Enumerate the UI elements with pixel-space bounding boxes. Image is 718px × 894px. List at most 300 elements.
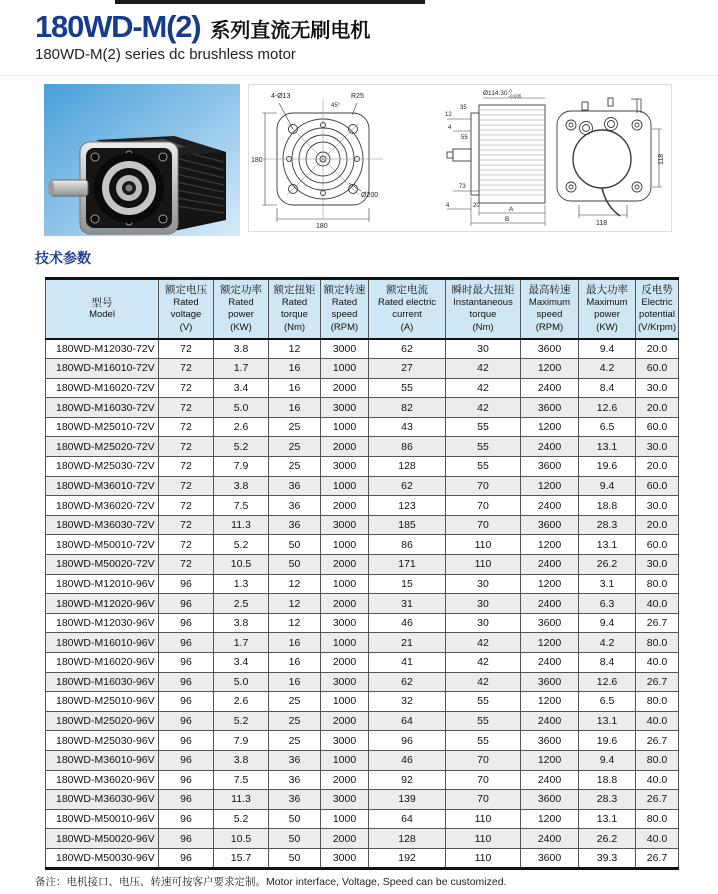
value-cell: 60.0 [636, 476, 679, 496]
value-cell: 3600 [521, 398, 579, 418]
table-row [46, 378, 679, 398]
model-cell: 180WD-M36030-96V [46, 790, 159, 810]
value-cell: 72 [159, 555, 214, 575]
dimension-drawings-svg [249, 85, 671, 231]
value-cell: 2000 [321, 378, 369, 398]
value-cell: 1200 [521, 750, 579, 770]
side-dim-35: 35 [460, 105, 467, 111]
value-cell: 110 [446, 555, 521, 575]
value-cell: 70 [446, 790, 521, 810]
model-cell: 180WD-M16010-96V [46, 633, 159, 653]
value-cell: 36 [269, 750, 321, 770]
value-cell: 12.6 [579, 398, 636, 418]
side-dim-b: B [505, 216, 510, 223]
value-cell: 30 [446, 594, 521, 614]
value-cell: 7.9 [214, 731, 269, 751]
header-row [46, 279, 679, 340]
value-cell: 5.0 [214, 398, 269, 418]
value-cell: 20.0 [636, 398, 679, 418]
value-cell: 86 [369, 437, 446, 457]
table-row [46, 457, 679, 477]
value-cell: 96 [159, 633, 214, 653]
top-crop-artifact [115, 0, 425, 4]
header-divider [0, 75, 718, 76]
value-cell: 1000 [321, 359, 369, 379]
value-cell: 6.5 [579, 417, 636, 437]
value-cell: 96 [159, 653, 214, 673]
value-cell: 11.3 [214, 790, 269, 810]
value-cell: 1200 [521, 476, 579, 496]
value-cell: 1200 [521, 535, 579, 555]
table-row [46, 476, 679, 496]
table-row [46, 633, 679, 653]
front-holes-label: 4-Ø13 [271, 93, 291, 100]
value-cell: 50 [269, 809, 321, 829]
value-cell: 64 [369, 711, 446, 731]
value-cell: 171 [369, 555, 446, 575]
value-cell: 2000 [321, 653, 369, 673]
value-cell: 25 [269, 457, 321, 477]
value-cell: 30.0 [636, 555, 679, 575]
value-cell: 26.2 [579, 829, 636, 849]
value-cell: 1000 [321, 692, 369, 712]
value-cell: 31 [369, 594, 446, 614]
value-cell: 96 [159, 750, 214, 770]
value-cell: 40.0 [636, 770, 679, 790]
value-cell: 2400 [521, 770, 579, 790]
value-cell: 8.4 [579, 653, 636, 673]
front-radius-label: R25 [351, 93, 364, 100]
value-cell: 9.4 [579, 750, 636, 770]
value-cell: 80.0 [636, 574, 679, 594]
value-cell: 55 [446, 711, 521, 731]
value-cell: 2000 [321, 711, 369, 731]
model-cell: 180WD-M12010-96V [46, 574, 159, 594]
value-cell: 42 [446, 359, 521, 379]
value-cell: 50 [269, 829, 321, 849]
value-cell: 60.0 [636, 535, 679, 555]
front-view-drawing [262, 99, 383, 222]
value-cell: 6.5 [579, 692, 636, 712]
value-cell: 41 [369, 653, 446, 673]
value-cell: 36 [269, 770, 321, 790]
value-cell: 25 [269, 437, 321, 457]
value-cell: 20.0 [636, 515, 679, 535]
value-cell: 12 [269, 594, 321, 614]
column-header: 额定电流 Rated electric current (A) [369, 279, 446, 340]
table-row [46, 594, 679, 614]
side-dim-4b: 4 [446, 203, 450, 209]
value-cell: 2400 [521, 711, 579, 731]
value-cell: 3000 [321, 398, 369, 418]
value-cell: 185 [369, 515, 446, 535]
value-cell: 2400 [521, 829, 579, 849]
value-cell: 72 [159, 476, 214, 496]
value-cell: 3000 [321, 457, 369, 477]
value-cell: 7.9 [214, 457, 269, 477]
value-cell: 5.2 [214, 809, 269, 829]
svg-text:Ø114.30 0 -0.0 [483, 88, 522, 99]
value-cell: 25 [269, 711, 321, 731]
motor-photo [44, 84, 240, 236]
value-cell: 5.2 [214, 437, 269, 457]
value-cell: 3000 [321, 339, 369, 359]
value-cell: 15 [369, 574, 446, 594]
value-cell: 15.7 [214, 848, 269, 868]
value-cell: 20.0 [636, 339, 679, 359]
value-cell: 70 [446, 515, 521, 535]
table-row [46, 653, 679, 673]
front-circle-label: Ø200 [361, 192, 379, 199]
column-header: 额定功率 Rated power (KW) [214, 279, 269, 340]
value-cell: 3600 [521, 515, 579, 535]
value-cell: 72 [159, 515, 214, 535]
value-cell: 2400 [521, 653, 579, 673]
value-cell: 3.1 [579, 574, 636, 594]
spec-table-body [46, 339, 679, 868]
value-cell: 25 [269, 692, 321, 712]
value-cell: 42 [446, 378, 521, 398]
column-header: 型号 Model [46, 279, 159, 340]
front-height-dim: 180 [251, 157, 263, 164]
table-row [46, 809, 679, 829]
value-cell: 12 [269, 339, 321, 359]
value-cell: 55 [446, 417, 521, 437]
value-cell: 30.0 [636, 437, 679, 457]
model-cell: 180WD-M25030-96V [46, 731, 159, 751]
value-cell: 96 [159, 790, 214, 810]
value-cell: 4.2 [579, 633, 636, 653]
value-cell: 16 [269, 672, 321, 692]
value-cell: 16 [269, 653, 321, 673]
table-row [46, 535, 679, 555]
value-cell: 3000 [321, 790, 369, 810]
value-cell: 96 [159, 770, 214, 790]
value-cell: 86 [369, 535, 446, 555]
value-cell: 3600 [521, 790, 579, 810]
value-cell: 72 [159, 398, 214, 418]
model-cell: 180WD-M36010-96V [46, 750, 159, 770]
value-cell: 26.7 [636, 613, 679, 633]
value-cell: 16 [269, 378, 321, 398]
value-cell: 2000 [321, 829, 369, 849]
value-cell: 2400 [521, 496, 579, 516]
value-cell: 96 [159, 692, 214, 712]
value-cell: 3000 [321, 613, 369, 633]
value-cell: 5.2 [214, 535, 269, 555]
value-cell: 6.3 [579, 594, 636, 614]
value-cell: 96 [159, 594, 214, 614]
value-cell: 16 [269, 398, 321, 418]
value-cell: 72 [159, 437, 214, 457]
value-cell: 96 [159, 574, 214, 594]
page-header [35, 9, 370, 63]
value-cell: 9.4 [579, 339, 636, 359]
side-tol-lower: -0.035 [508, 93, 522, 99]
rear-width-dim: 118 [596, 220, 608, 227]
value-cell: 96 [159, 613, 214, 633]
value-cell: 19.6 [579, 457, 636, 477]
value-cell: 64 [369, 809, 446, 829]
value-cell: 96 [159, 848, 214, 868]
value-cell: 96 [369, 731, 446, 751]
value-cell: 26.2 [579, 555, 636, 575]
value-cell: 12.6 [579, 672, 636, 692]
model-cell: 180WD-M36020-72V [46, 496, 159, 516]
model-cell: 180WD-M25010-96V [46, 692, 159, 712]
value-cell: 192 [369, 848, 446, 868]
side-shaft-dia: Ø114.30 [483, 90, 508, 97]
value-cell: 96 [159, 731, 214, 751]
column-header: 最高转速 Maximum speed (RPM) [521, 279, 579, 340]
model-cell: 180WD-M50010-96V [46, 809, 159, 829]
front-angle-label: 45° [331, 103, 341, 109]
value-cell: 1000 [321, 633, 369, 653]
value-cell: 2000 [321, 594, 369, 614]
value-cell: 72 [159, 359, 214, 379]
table-row [46, 770, 679, 790]
value-cell: 30 [446, 574, 521, 594]
table-row [46, 711, 679, 731]
value-cell: 80.0 [636, 750, 679, 770]
value-cell: 110 [446, 535, 521, 555]
side-view-drawing [447, 98, 545, 226]
value-cell: 2400 [521, 555, 579, 575]
value-cell: 110 [446, 829, 521, 849]
value-cell: 5.2 [214, 711, 269, 731]
value-cell: 7.5 [214, 770, 269, 790]
model-cell: 180WD-M25020-96V [46, 711, 159, 731]
value-cell: 3.8 [214, 750, 269, 770]
value-cell: 1.3 [214, 574, 269, 594]
value-cell: 16 [269, 359, 321, 379]
value-cell: 55 [446, 457, 521, 477]
value-cell: 1000 [321, 476, 369, 496]
value-cell: 43 [369, 417, 446, 437]
value-cell: 1200 [521, 633, 579, 653]
table-row [46, 790, 679, 810]
value-cell: 18.8 [579, 770, 636, 790]
model-cell: 180WD-M16030-96V [46, 672, 159, 692]
page-subtitle: 180WD-M(2) series dc brushless motor [35, 46, 296, 63]
value-cell: 80.0 [636, 692, 679, 712]
value-cell: 3000 [321, 848, 369, 868]
value-cell: 55 [446, 437, 521, 457]
value-cell: 20.0 [636, 457, 679, 477]
value-cell: 26.7 [636, 731, 679, 751]
value-cell: 3600 [521, 731, 579, 751]
value-cell: 30 [446, 613, 521, 633]
value-cell: 26.7 [636, 848, 679, 868]
value-cell: 21 [369, 633, 446, 653]
value-cell: 3600 [521, 339, 579, 359]
value-cell: 2000 [321, 496, 369, 516]
value-cell: 72 [159, 339, 214, 359]
model-cell: 180WD-M16020-72V [46, 378, 159, 398]
rear-view-drawing [557, 98, 662, 218]
value-cell: 36 [269, 515, 321, 535]
rear-height-dim: 118 [658, 153, 665, 165]
value-cell: 1000 [321, 417, 369, 437]
value-cell: 82 [369, 398, 446, 418]
side-dim-4a: 4 [448, 125, 452, 131]
value-cell: 42 [446, 672, 521, 692]
value-cell: 3.4 [214, 653, 269, 673]
value-cell: 80.0 [636, 809, 679, 829]
table-row [46, 692, 679, 712]
value-cell: 27 [369, 359, 446, 379]
value-cell: 2.5 [214, 594, 269, 614]
column-header: 额定电压 Rated voltage (V) [159, 279, 214, 340]
value-cell: 96 [159, 711, 214, 731]
value-cell: 9.4 [579, 476, 636, 496]
model-cell: 180WD-M12030-72V [46, 339, 159, 359]
value-cell: 3000 [321, 672, 369, 692]
value-cell: 2000 [321, 770, 369, 790]
value-cell: 2400 [521, 437, 579, 457]
value-cell: 123 [369, 496, 446, 516]
value-cell: 13.1 [579, 809, 636, 829]
table-row [46, 515, 679, 535]
table-row [46, 437, 679, 457]
value-cell: 1.7 [214, 359, 269, 379]
dimension-drawings [248, 84, 672, 232]
value-cell: 1000 [321, 809, 369, 829]
value-cell: 128 [369, 457, 446, 477]
table-row [46, 496, 679, 516]
value-cell: 139 [369, 790, 446, 810]
value-cell: 2400 [521, 378, 579, 398]
value-cell: 1.7 [214, 633, 269, 653]
value-cell: 9.4 [579, 613, 636, 633]
column-header: 瞬时最大扭矩 Instantaneous torque (Nm) [446, 279, 521, 340]
value-cell: 1200 [521, 417, 579, 437]
model-cell: 180WD-M16010-72V [46, 359, 159, 379]
value-cell: 1200 [521, 574, 579, 594]
value-cell: 12 [269, 613, 321, 633]
model-cell: 180WD-M12030-96V [46, 613, 159, 633]
page-title: 180WD-M(2) [35, 9, 201, 44]
value-cell: 3600 [521, 613, 579, 633]
model-cell: 180WD-M50020-96V [46, 829, 159, 849]
value-cell: 3600 [521, 672, 579, 692]
page-title-cn: 系列直流无刷电机 [210, 20, 371, 42]
section-title: 技术参数 [35, 250, 91, 266]
value-cell: 2.6 [214, 417, 269, 437]
model-cell: 180WD-M36010-72V [46, 476, 159, 496]
value-cell: 10.5 [214, 829, 269, 849]
value-cell: 13.1 [579, 437, 636, 457]
value-cell: 39.3 [579, 848, 636, 868]
value-cell: 1200 [521, 692, 579, 712]
table-row [46, 731, 679, 751]
value-cell: 50 [269, 535, 321, 555]
value-cell: 32 [369, 692, 446, 712]
value-cell: 25 [269, 417, 321, 437]
table-row [46, 613, 679, 633]
value-cell: 72 [159, 417, 214, 437]
value-cell: 3.8 [214, 339, 269, 359]
value-cell: 72 [159, 496, 214, 516]
value-cell: 55 [446, 731, 521, 751]
value-cell: 36 [269, 790, 321, 810]
value-cell: 3000 [321, 731, 369, 751]
model-cell: 180WD-M50020-72V [46, 555, 159, 575]
value-cell: 40.0 [636, 829, 679, 849]
value-cell: 42 [446, 653, 521, 673]
model-cell: 180WD-M50030-96V [46, 848, 159, 868]
table-row [46, 672, 679, 692]
side-dim-12: 12 [445, 112, 452, 118]
value-cell: 5.0 [214, 672, 269, 692]
value-cell: 70 [446, 476, 521, 496]
model-cell: 180WD-M12020-96V [46, 594, 159, 614]
side-dim-73: 73 [459, 184, 466, 190]
value-cell: 26.7 [636, 790, 679, 810]
value-cell: 40.0 [636, 711, 679, 731]
value-cell: 1000 [321, 535, 369, 555]
value-cell: 60.0 [636, 417, 679, 437]
value-cell: 1000 [321, 574, 369, 594]
value-cell: 46 [369, 613, 446, 633]
value-cell: 1200 [521, 809, 579, 829]
value-cell: 2000 [321, 555, 369, 575]
table-row [46, 574, 679, 594]
table-row [46, 398, 679, 418]
value-cell: 70 [446, 750, 521, 770]
table-row [46, 359, 679, 379]
table-row [46, 848, 679, 868]
value-cell: 60.0 [636, 359, 679, 379]
value-cell: 12 [269, 574, 321, 594]
model-cell: 180WD-M25020-72V [46, 437, 159, 457]
side-dim-55: 55 [461, 135, 468, 141]
value-cell: 13.1 [579, 711, 636, 731]
value-cell: 25 [269, 731, 321, 751]
value-cell: 42 [446, 398, 521, 418]
value-cell: 62 [369, 476, 446, 496]
value-cell: 8.4 [579, 378, 636, 398]
value-cell: 11.3 [214, 515, 269, 535]
value-cell: 96 [159, 829, 214, 849]
value-cell: 1200 [521, 359, 579, 379]
value-cell: 16 [269, 633, 321, 653]
value-cell: 96 [159, 672, 214, 692]
value-cell: 3.8 [214, 613, 269, 633]
model-cell: 180WD-M25030-72V [46, 457, 159, 477]
value-cell: 72 [159, 378, 214, 398]
model-cell: 180WD-M36030-72V [46, 515, 159, 535]
value-cell: 10.5 [214, 555, 269, 575]
value-cell: 55 [369, 378, 446, 398]
value-cell: 1000 [321, 750, 369, 770]
column-header: 额定转速 Rated speed (RPM) [321, 279, 369, 340]
table-row [46, 829, 679, 849]
column-header: 额定扭矩 Rated torque (Nm) [269, 279, 321, 340]
value-cell: 36 [269, 476, 321, 496]
value-cell: 70 [446, 770, 521, 790]
value-cell: 62 [369, 672, 446, 692]
value-cell: 55 [446, 692, 521, 712]
value-cell: 3.4 [214, 378, 269, 398]
model-cell: 180WD-M36020-96V [46, 770, 159, 790]
footnote: 备注：电机接口、电压、转速可按客户要求定制。Motor interface, Voltage, Speed can be customized. [35, 876, 507, 888]
motor-photo-illustration [44, 84, 240, 236]
value-cell: 19.6 [579, 731, 636, 751]
value-cell: 128 [369, 829, 446, 849]
value-cell: 26.7 [636, 672, 679, 692]
value-cell: 110 [446, 809, 521, 829]
